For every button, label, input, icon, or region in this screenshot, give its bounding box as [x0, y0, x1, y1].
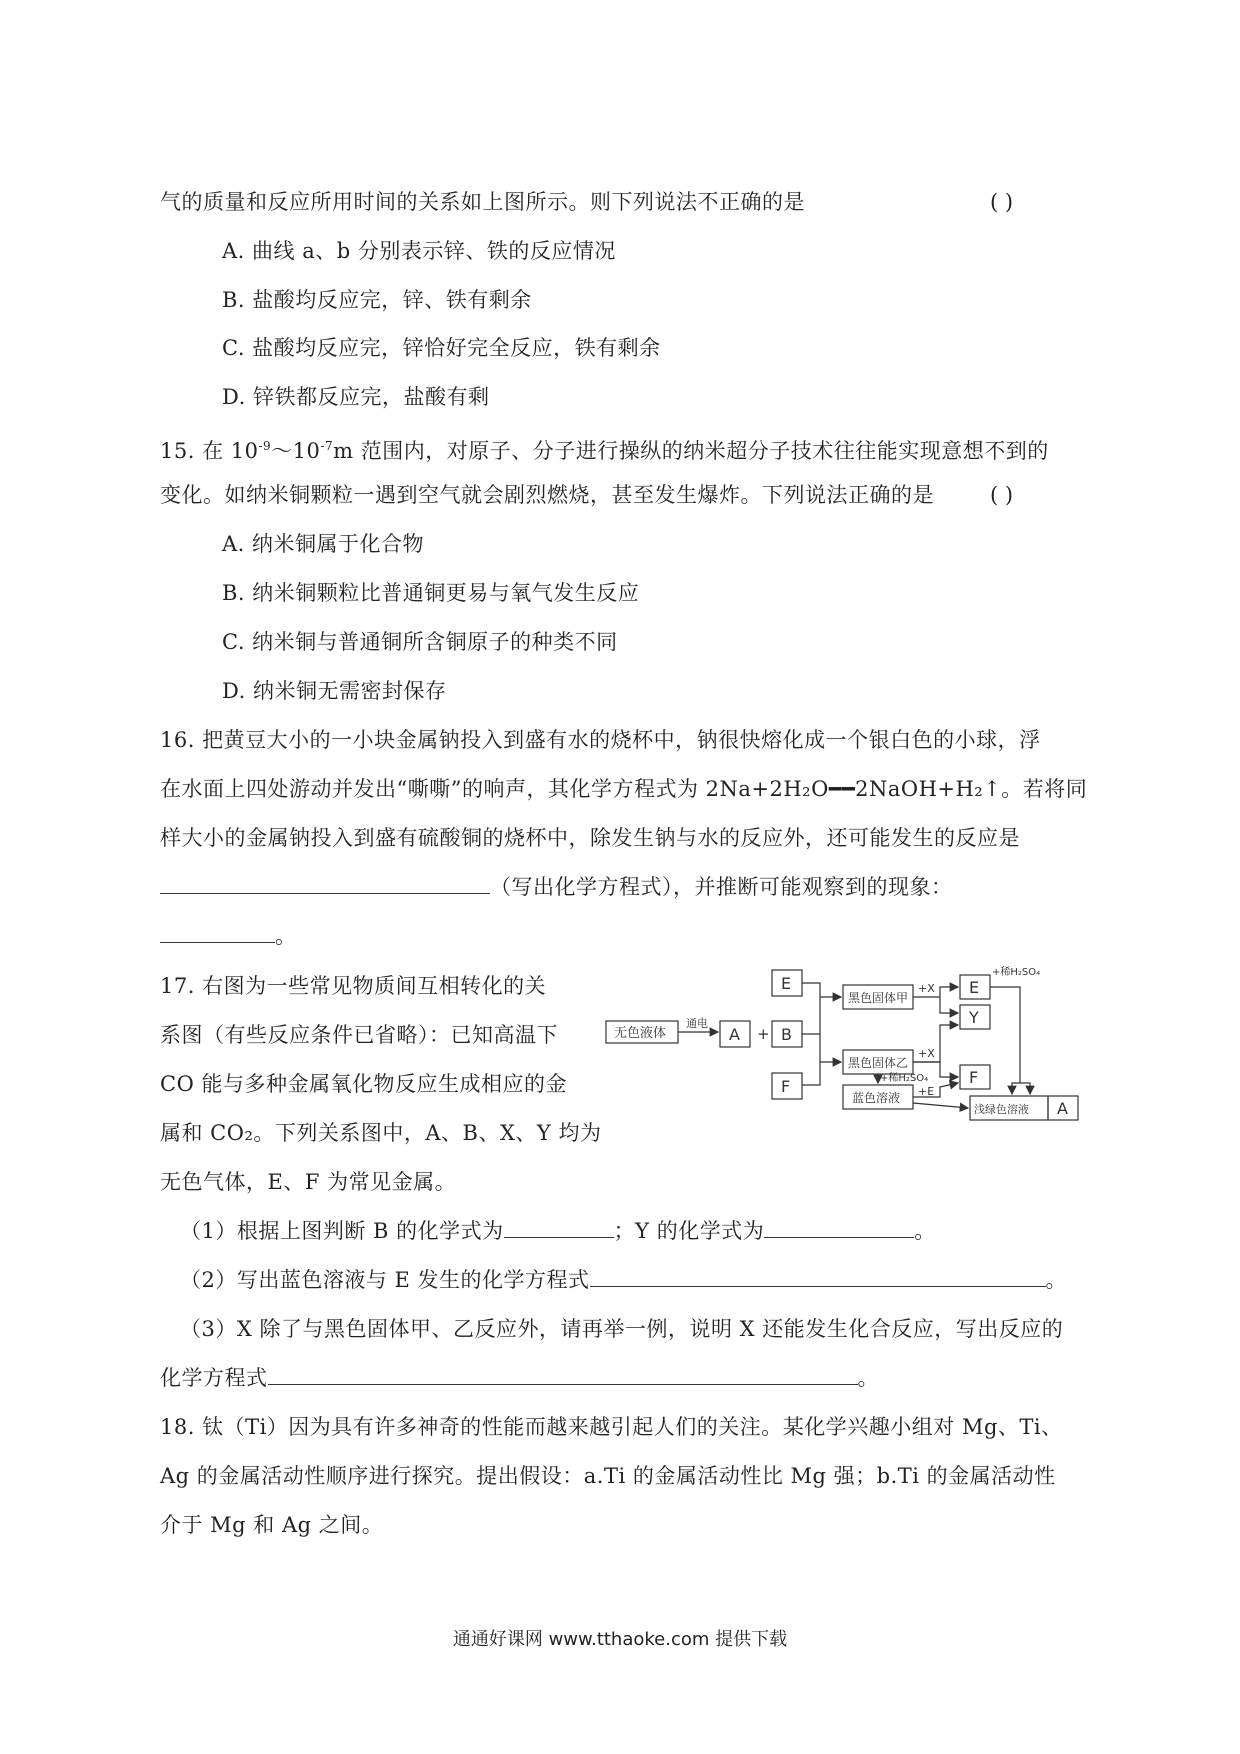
diagram-plus-x-2: +X	[918, 1047, 935, 1060]
q18-line2: Ag 的金属活动性顺序进行探究。提出假设：a.Ti 的金属活动性比 Mg 强；b.Ti 的金属活动性	[160, 1464, 1056, 1488]
q15-option-b: B. 纳米铜颗粒比普通铜更易与氧气发生反应	[222, 581, 640, 605]
diagram-e-top: E	[781, 974, 792, 993]
q17-blank-equation[interactable]	[590, 1266, 1046, 1287]
q17-line4: 属和 CO₂。下列关系图中，A、B、X、Y 均为	[160, 1121, 602, 1145]
q17-line5: 无色气体，E、F 为常见金属。	[160, 1170, 457, 1194]
q17-blank-y-formula[interactable]	[764, 1217, 914, 1238]
diagram-light-green-solution: 浅绿色溶液	[974, 1103, 1029, 1116]
q17-line1: 17. 右图为一些常见物质间互相转化的关	[160, 974, 547, 998]
q16-line1: 16. 把黄豆大小的一小块金属钠投入到盛有水的烧杯中，钠很快熔化成一个银白色的小球，浮	[160, 728, 1041, 752]
q17-sub3-line2: 化学方程式 。	[160, 1366, 879, 1390]
diagram-e-right: E	[969, 978, 980, 997]
q16-line4: （写出化学方程式），并推断可能观察到的现象：	[160, 872, 953, 902]
q14-option-d: D. 锌铁都反应完，盐酸有剩	[222, 385, 490, 409]
q14-option-a: A. 曲线 a、b 分别表示锌、铁的反应情况	[222, 239, 616, 263]
q17-sub3-line1: （3）X 除了与黑色固体甲、乙反应外，请再举一例，说明 X 还能发生化合反应，写出反应的	[180, 1317, 1064, 1341]
q17-blank-combination[interactable]	[268, 1364, 858, 1385]
q16-blank-phenomenon[interactable]	[160, 922, 275, 943]
q14-answer-paren: ( )	[990, 190, 1014, 214]
diagram-y: Y	[969, 1008, 979, 1027]
q15-option-d: D. 纳米铜无需密封保存	[222, 679, 447, 703]
diagram-a-right: A	[1057, 1099, 1068, 1118]
q17-blank-b-formula[interactable]	[504, 1217, 614, 1238]
q18-line3: 介于 Mg 和 Ag 之间。	[160, 1513, 384, 1537]
q15-answer-paren: ( )	[990, 483, 1014, 507]
q16-line5: 。	[160, 921, 297, 951]
q17-relationship-diagram	[600, 965, 1080, 1125]
q14-stem: 气的质量和反应所用时间的关系如上图所示。则下列说法不正确的是	[160, 190, 805, 214]
diagram-plus-e: +E	[918, 1085, 935, 1098]
q15-stem-line1: 15. 在 $10^{-9}\sim 10^{-7}m$ 范围内，对原子、分子进行操纵的纳米超分子技术往往能实现意想不到的	[160, 439, 1049, 463]
diagram-f-right: F	[969, 1068, 979, 1087]
q17-line2: 系图（有些反应条件已省略）：已知高温下	[160, 1023, 558, 1047]
diagram-black-solid-2: 黑色固体乙	[848, 1056, 909, 1070]
q15-stem-line2: 变化。如纳米铜颗粒一遇到空气就会剧烈燃烧，甚至发生爆炸。下列说法正确的是	[160, 483, 934, 507]
q17-sub2: （2）写出蓝色溶液与 E 发生的化学方程式 。	[180, 1268, 1068, 1292]
q18-line1: 18. 钛（Ti）因为具有许多神奇的性能而越来越引起人们的关注。某化学兴趣小组对 Mg、Ti、	[160, 1415, 1063, 1439]
diagram-plus: +	[757, 1025, 770, 1043]
diagram-a-left: A	[729, 1025, 740, 1044]
diagram-dilute-acid-2: +稀H₂SO₄	[880, 1073, 929, 1084]
diagram-b: B	[781, 1025, 792, 1044]
diagram-plus-x-1: +X	[918, 982, 935, 995]
q14-option-c: C. 盐酸均反应完，锌恰好完全反应，铁有剩余	[222, 336, 661, 360]
q17-sub1: （1）根据上图判断 B 的化学式为 ；Y 的化学式为 。	[180, 1219, 936, 1243]
q17-line3: CO 能与多种金属氧化物反应生成相应的金	[160, 1072, 567, 1096]
diagram-blue-solution: 蓝色溶液	[852, 1091, 901, 1105]
q14-option-b: B. 盐酸均反应完，锌、铁有剩余	[222, 288, 532, 312]
diagram-electrolysis-label: 通电	[686, 1017, 708, 1030]
q15-option-c: C. 纳米铜与普通铜所含铜原子的种类不同	[222, 630, 618, 654]
q16-blank-equation[interactable]	[160, 873, 490, 894]
diagram-black-solid-1: 黑色固体甲	[848, 991, 909, 1005]
page-footer: 通通好课网 www.tthaoke.com 提供下载	[452, 1629, 788, 1650]
diagram-dilute-acid-1: +稀H₂SO₄	[992, 967, 1041, 978]
diagram-colorless-liquid: 无色液体	[614, 1026, 667, 1041]
q16-line3: 样大小的金属钠投入到盛有硫酸铜的烧杯中，除发生钠与水的反应外，还可能发生的反应是	[160, 826, 1020, 850]
q15-option-a: A. 纳米铜属于化合物	[222, 532, 425, 556]
q16-line2: 在水面上四处游动并发出“嘶嘶”的响声，其化学方程式为 2Na+2H₂O━━2NaOH+H₂↑。若将同	[160, 777, 1088, 801]
diagram-f-left: F	[781, 1077, 791, 1096]
